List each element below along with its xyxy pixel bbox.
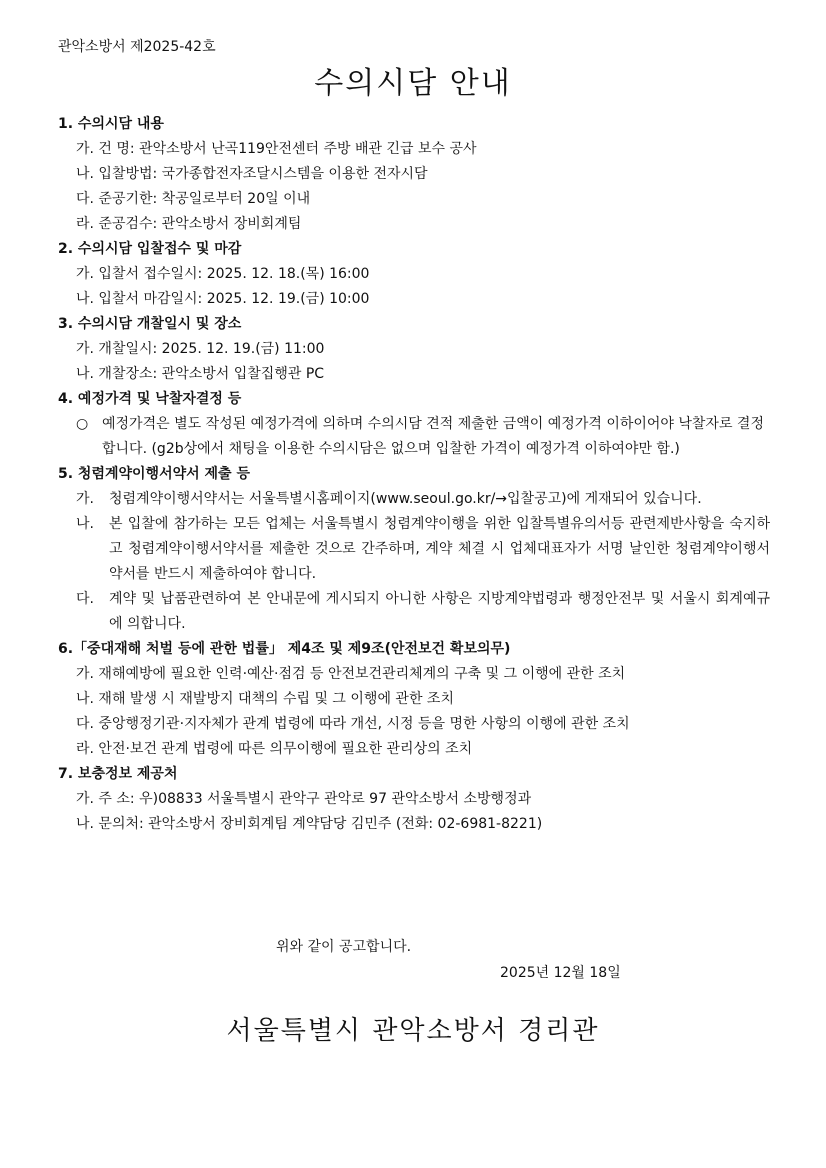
notice-date: 2025년 12월 18일: [500, 965, 621, 981]
section-7-item: 나. 문의처: 관악소방서 장비회계팀 계약담당 김민주 (전화: 02-6981-8221): [76, 816, 543, 832]
section-4-heading: 4. 예정가격 및 낙찰자결정 등: [58, 391, 242, 407]
section-6-item: 나. 재해 발생 시 재발방지 대책의 수립 및 그 이행에 관한 조치: [76, 691, 454, 707]
section-5-item: [58, 512, 770, 587]
circle-bullet-icon: ○: [76, 416, 89, 432]
closing-statement: 위와 같이 공고합니다.: [276, 939, 412, 955]
issuer-signature: 서울특별시 관악소방서 경리관: [226, 1016, 600, 1046]
section-1-item: 라. 준공검수: 관악소방서 장비회계팀: [76, 216, 302, 232]
section-6-item: 라. 안전·보건 관계 법령에 따른 의무이행에 필요한 관리상의 조치: [76, 741, 473, 757]
item-marker: 가.: [76, 491, 94, 507]
section-4-paragraph: [58, 412, 770, 462]
section-5-text: 계약 및 납품관련하여 본 안내문에 게시되지 아니한 사항은 지방계약법령과 행정안전부 및 서울시 회계예규에 의합니다.: [109, 591, 770, 632]
section-5-item: [58, 487, 770, 512]
section-2-heading: 2. 수의시담 입찰접수 및 마감: [58, 241, 242, 257]
section-1-item: 가. 건 명: 관악소방서 난곡119안전센터 주방 배관 긴급 보수 공사: [76, 141, 477, 157]
section-5-text: 본 입찰에 참가하는 모든 업체는 서울특별시 청렴계약이행을 위한 입찰특별유의서등 관련제반사항을 숙지하고 청렴계약이행서약서를 제출한 것으로 간주하며, 계약 체결 시 업체대표자가 서명 날인한 청렴계약이행서약서를 반드시 제출하여야 합니다.: [109, 516, 770, 582]
section-7-item: 가. 주 소: 우)08833 서울특별시 관악구 관악로 97 관악소방서 소방행정과: [76, 791, 532, 807]
section-3-item: 나. 개찰장소: 관악소방서 입찰집행관 PC: [76, 366, 325, 382]
section-2-item: 나. 입찰서 마감일시: 2025. 12. 19.(금) 10:00: [76, 291, 370, 307]
section-1-heading: 1. 수의시담 내용: [58, 116, 164, 132]
section-3-heading: 3. 수의시담 개찰일시 및 장소: [58, 316, 242, 332]
section-6-heading: 6.「중대재해 처벌 등에 관한 법률」 제4조 및 제9조(안전보건 확보의무): [58, 641, 511, 657]
section-1-item: 다. 준공기한: 착공일로부터 20일 이내: [76, 191, 311, 207]
section-6-item: 다. 중앙행정기관·지자체가 관계 법령에 따라 개선, 시정 등을 명한 사항의 이행에 관한 조치: [76, 716, 630, 732]
section-5-text: 청렴계약이행서약서는 서울특별시홈페이지(www.seoul.go.kr/→입찰공고)에 게재되어 있습니다.: [109, 491, 702, 507]
section-1-item: 나. 입찰방법: 국가종합전자조달시스템을 이용한 전자시담: [76, 166, 428, 182]
notice-body: [58, 112, 770, 837]
section-3-item: 가. 개찰일시: 2025. 12. 19.(금) 11:00: [76, 341, 325, 357]
section-4-text: 예정가격은 별도 작성된 예정가격에 의하며 수의시담 견적 제출한 금액이 예정가격 이하이어야 낙찰자로 결정합니다. (g2b상에서 채팅을 이용한 수의시담은 없으며 입찰한 가격이 예정가격 이하여야만 함.): [102, 416, 764, 457]
section-5-heading: 5. 청렴계약이행서약서 제출 등: [58, 466, 250, 482]
item-marker: 다.: [76, 591, 94, 607]
item-marker: 나.: [76, 516, 94, 532]
document-number: 관악소방서 제2025-42호: [58, 39, 216, 55]
page-title: 수의시담 안내: [314, 66, 512, 101]
section-5-item: [58, 587, 770, 637]
section-6-item: 가. 재해예방에 필요한 인력·예산·점검 등 안전보건관리체계의 구축 및 그 이행에 관한 조치: [76, 666, 626, 682]
section-2-item: 가. 입찰서 접수일시: 2025. 12. 18.(목) 16:00: [76, 266, 370, 282]
section-7-heading: 7. 보충정보 제공처: [58, 766, 178, 782]
